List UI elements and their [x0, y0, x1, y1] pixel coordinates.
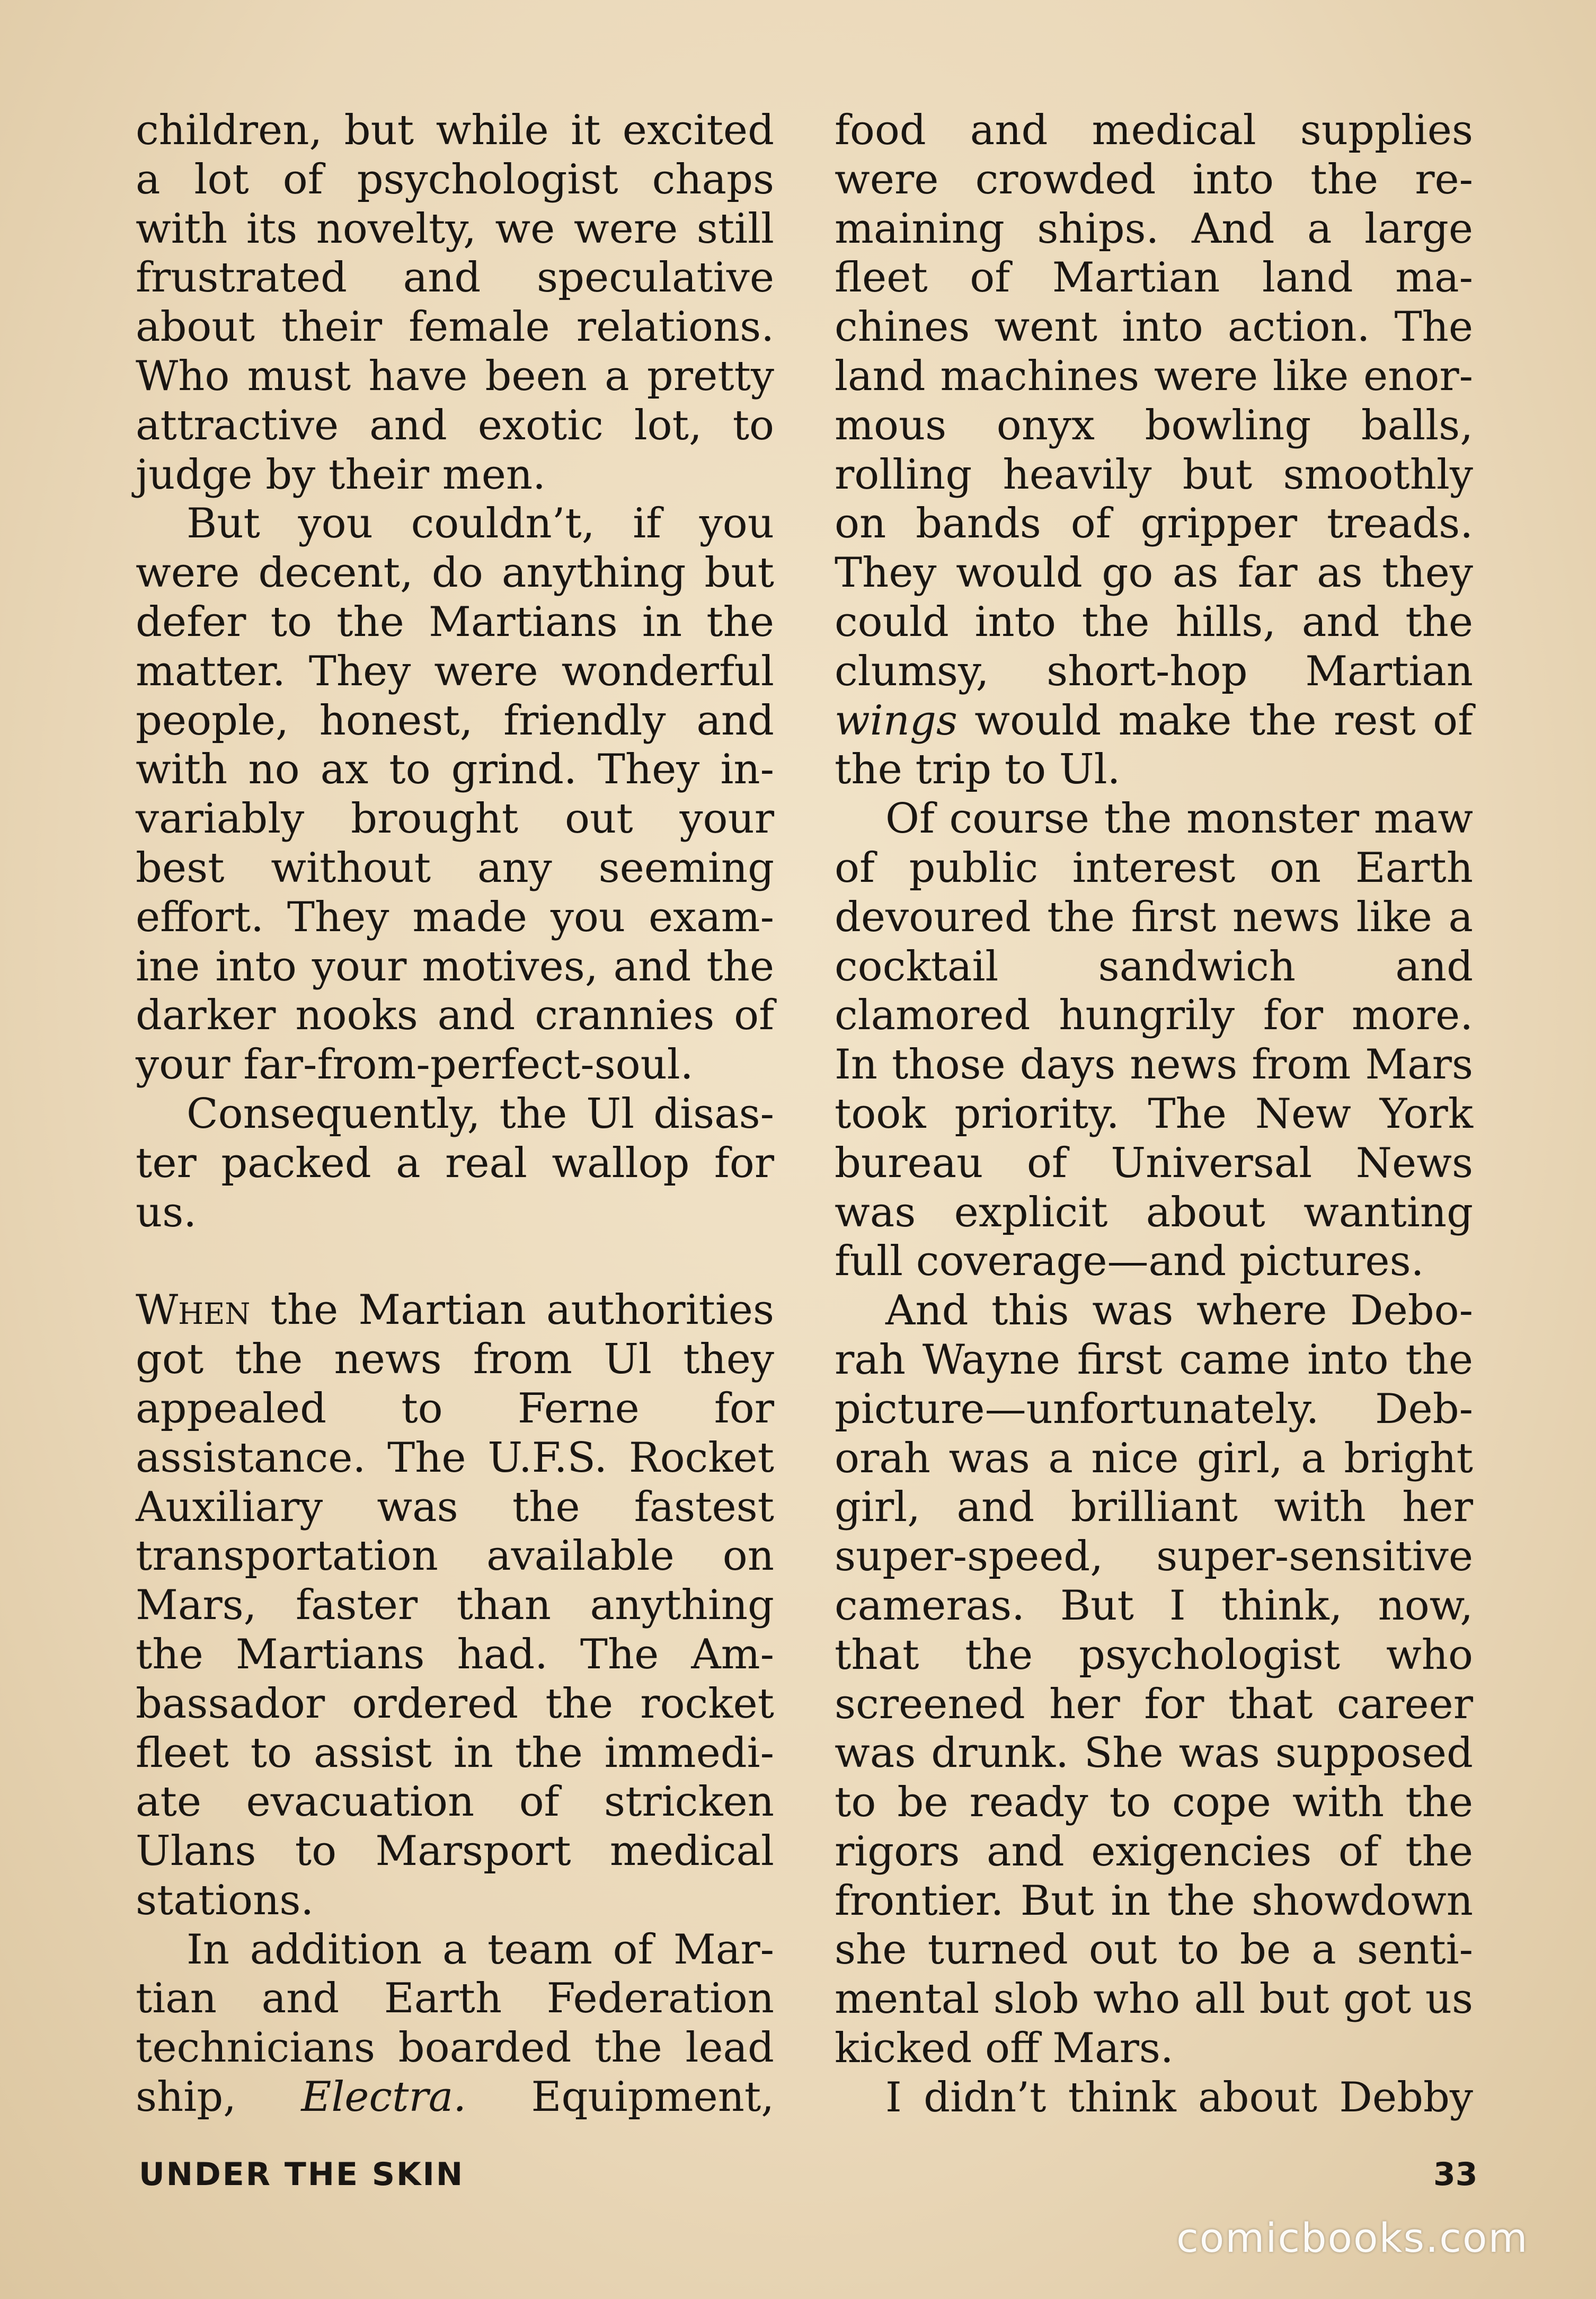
right-text-column	[835, 106, 1473, 2123]
left-paragraph-2: But you couldn’t, if you were decent, do anything but defer to the Martians in the matter. They were wonderful people, honest, friendly and with no ax to grind. They invariably brought out your best without any seeming effort. They made you examine into your motives, and the darker nooks and crannies of your far-from-perfect-soul.	[136, 500, 774, 1089]
left-paragraph-1: children, but while it excited a lot of psychologist chaps with its novelty, we were still frustrated and speculative about their female relations. Who must have been a pretty attractive and exotic lot, to judge by their men.	[136, 107, 774, 499]
left-paragraph-4-text: the Martian authorities got the news from Ul they appealed to Ferne for assistance. The U.F.S. Rocket Auxiliary was the fastest transportation available on Mars, faster than anything the Martians had. The Ambassador ordered the rocket fleet to assist in the immediate evacuation of stricken Ulans to Marsport medical stations.	[136, 1286, 774, 1924]
right-paragraph-3: And this was where Deborah Wayne first came into the picture—unfortunately. Deborah was a nice girl, a bright girl, and brilliant with her super-speed, super-sensitive cameras. But I think, now, that the psychologist who screened her for that career was drunk. She was supposed to be ready to cope with the rigors and exigencies of the frontier. But in the showdown she turned out to be a sentimental slob who all but got us kicked off Mars.	[835, 1287, 1473, 2073]
left-paragraph-5-start: In addition a team of Martian and Earth Federation technicians boarded the lead ship,	[136, 1925, 774, 2121]
left-paragraph-3: Consequently, the Ul disaster packed a real wallop for us.	[136, 1090, 774, 1236]
left-paragraph-5	[136, 1925, 774, 2122]
site-watermark: comicbooks.com	[1176, 2214, 1529, 2261]
left-paragraph-4	[136, 1286, 774, 1925]
running-footer-title: UNDER THE SKIN	[139, 2156, 465, 2193]
section-lead-word: When	[136, 1286, 251, 1334]
right-paragraph-1	[835, 106, 1473, 794]
page-number: 33	[1433, 2156, 1478, 2193]
ship-name-electra: Electra.	[301, 2073, 467, 2121]
left-text-column	[136, 106, 774, 2122]
right-paragraph-4: I didn’t think about Debby	[885, 2073, 1473, 2121]
right-paragraph-2: Of course the monster maw of public interest on Earth devoured the first news like a cocktail sandwich and clamored hungrily for more. In those days news from Mars took priority. The New York bureau of Universal News was explicit about wanting full coverage—and pictures.	[835, 795, 1473, 1286]
right-paragraph-1-start: food and medical supplies were crowded into the remaining ships. And a large fleet of Martian land machines went into action. The land machines were like enormous onyx bowling balls, rolling heavily but smoothly on bands of gripper treads. They would go as far as they could into the hills, and the clumsy, short-hop Martian	[835, 107, 1473, 695]
martian-wings-term: wings	[835, 696, 957, 745]
left-paragraph-5-end: Equipment,	[466, 2073, 774, 2121]
right-paragraph-1-end: would make the rest of the trip to Ul.	[835, 696, 1473, 794]
